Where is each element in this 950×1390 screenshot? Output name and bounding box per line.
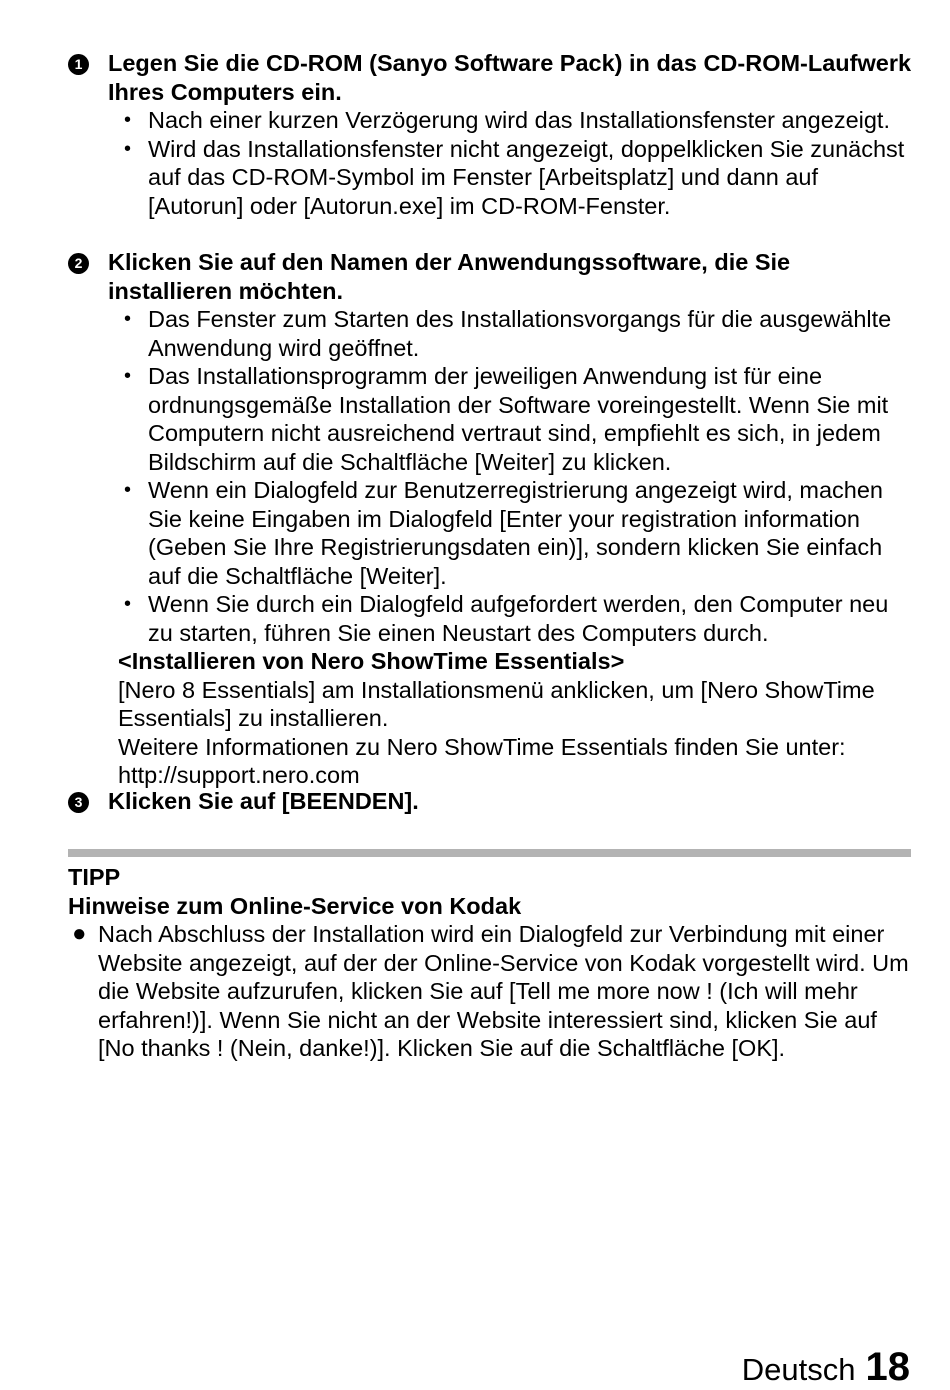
bullet-item xyxy=(68,106,918,135)
bullet-item xyxy=(68,476,918,590)
bullet-dot-icon: • xyxy=(124,593,132,615)
bullet-item xyxy=(68,590,918,647)
bullet-dot-icon: • xyxy=(124,479,132,501)
bullet-text: Nach einer kurzen Verzögerung wird das Installationsfenster angezeigt. xyxy=(148,107,890,133)
step-number-badge: 2 xyxy=(68,253,89,274)
tip-item xyxy=(68,920,918,1063)
tip-heading: Hinweise zum Online-Service von Kodak xyxy=(68,892,522,919)
tip-section xyxy=(68,863,918,1063)
step-number-badge: 1 xyxy=(68,54,89,75)
bullet-item xyxy=(68,305,918,362)
step-number-badge: 3 xyxy=(68,792,89,813)
step-bullet-list xyxy=(68,305,918,647)
bullet-dot-icon: • xyxy=(124,137,132,160)
nero-install-note xyxy=(118,647,918,790)
step-title: Legen Sie die CD-ROM (Sanyo Software Pack) in das CD-ROM-Laufwerk Ihres Computers ein. xyxy=(108,50,912,105)
tip-divider xyxy=(68,849,911,857)
bullet-text: Wenn ein Dialogfeld zur Benutzerregistrierung angezeigt wird, machen Sie keine Eingaben im Dialogfeld [Enter your registration information (Geben Sie Ihre Registrierungsdaten ein)], sondern klicken Sie einfach auf die Schaltfläche [Weiter]. xyxy=(148,477,883,589)
bullet-dot-icon: • xyxy=(124,109,132,131)
step-2 xyxy=(68,248,918,790)
bullet-text: Wird das Installationsfenster nicht angezeigt, doppelklicken Sie zunächst auf das CD-ROM-Symbol im Fenster [Arbeitsplatz] und dann auf [Autorun] oder [Autorun.exe] im CD-ROM-Fenster. xyxy=(148,135,905,219)
note-title: <Installieren von Nero ShowTime Essentials> xyxy=(118,648,625,674)
step-1 xyxy=(68,49,918,220)
bullet-item xyxy=(68,362,918,476)
step-3 xyxy=(68,787,918,816)
tip-text: Nach Abschluss der Installation wird ein Dialogfeld zur Verbindung mit einer Website angezeigt, auf der der Online-Service von Kodak vorgestellt wird. Um die Website aufzurufen, klicken Sie auf [Tell me more now ! (Ich will mehr erfahren!)]. Wenn Sie nicht an der Website interessiert sind, klicken Sie auf [No thanks ! (Nein, danke!)]. Klicken Sie auf die Schaltfläche [OK]. xyxy=(98,921,909,1061)
tip-label: TIPP xyxy=(68,864,121,890)
bullet-dot-icon: • xyxy=(124,365,132,387)
footer-language: Deutsch xyxy=(741,1352,856,1387)
page-number: 18 xyxy=(865,1345,910,1389)
step-title: Klicken Sie auf [BEENDEN]. xyxy=(108,788,419,814)
step-title: Klicken Sie auf den Namen der Anwendungssoftware, die Sie installieren möchten. xyxy=(108,249,791,304)
bullet-text: Das Fenster zum Starten des Installationsvorgangs für die ausgewählte Anwendung wird geöffnet. xyxy=(148,306,892,361)
page-footer xyxy=(742,1345,910,1390)
bullet-dot-icon: • xyxy=(124,308,132,330)
note-text: [Nero 8 Essentials] am Installationsmenü anklicken, um [Nero ShowTime Essentials] zu installieren. xyxy=(118,676,875,731)
bullet-text: Das Installationsprogramm der jeweiligen Anwendung ist für eine ordnungsgemäße Installation der Software voreingestellt. Wenn Sie mit Computern nicht ausreichend vertraut sind, empfiehlt es sich, in jedem Bildschirm auf die Schaltfläche [Weiter] zu klicken. xyxy=(148,363,889,475)
step-bullet-list xyxy=(68,106,918,220)
bullet-text: Wenn Sie durch ein Dialogfeld aufgefordert werden, den Computer neu zu starten, führen Sie einen Neustart des Computers durch. xyxy=(148,591,889,646)
note-text: Weitere Informationen zu Nero ShowTime Essentials finden Sie unter: xyxy=(118,733,846,760)
support-url-link[interactable]: http://support.nero.com xyxy=(118,762,360,788)
bullet-dot-icon: ● xyxy=(72,920,87,947)
bullet-item xyxy=(68,135,918,221)
